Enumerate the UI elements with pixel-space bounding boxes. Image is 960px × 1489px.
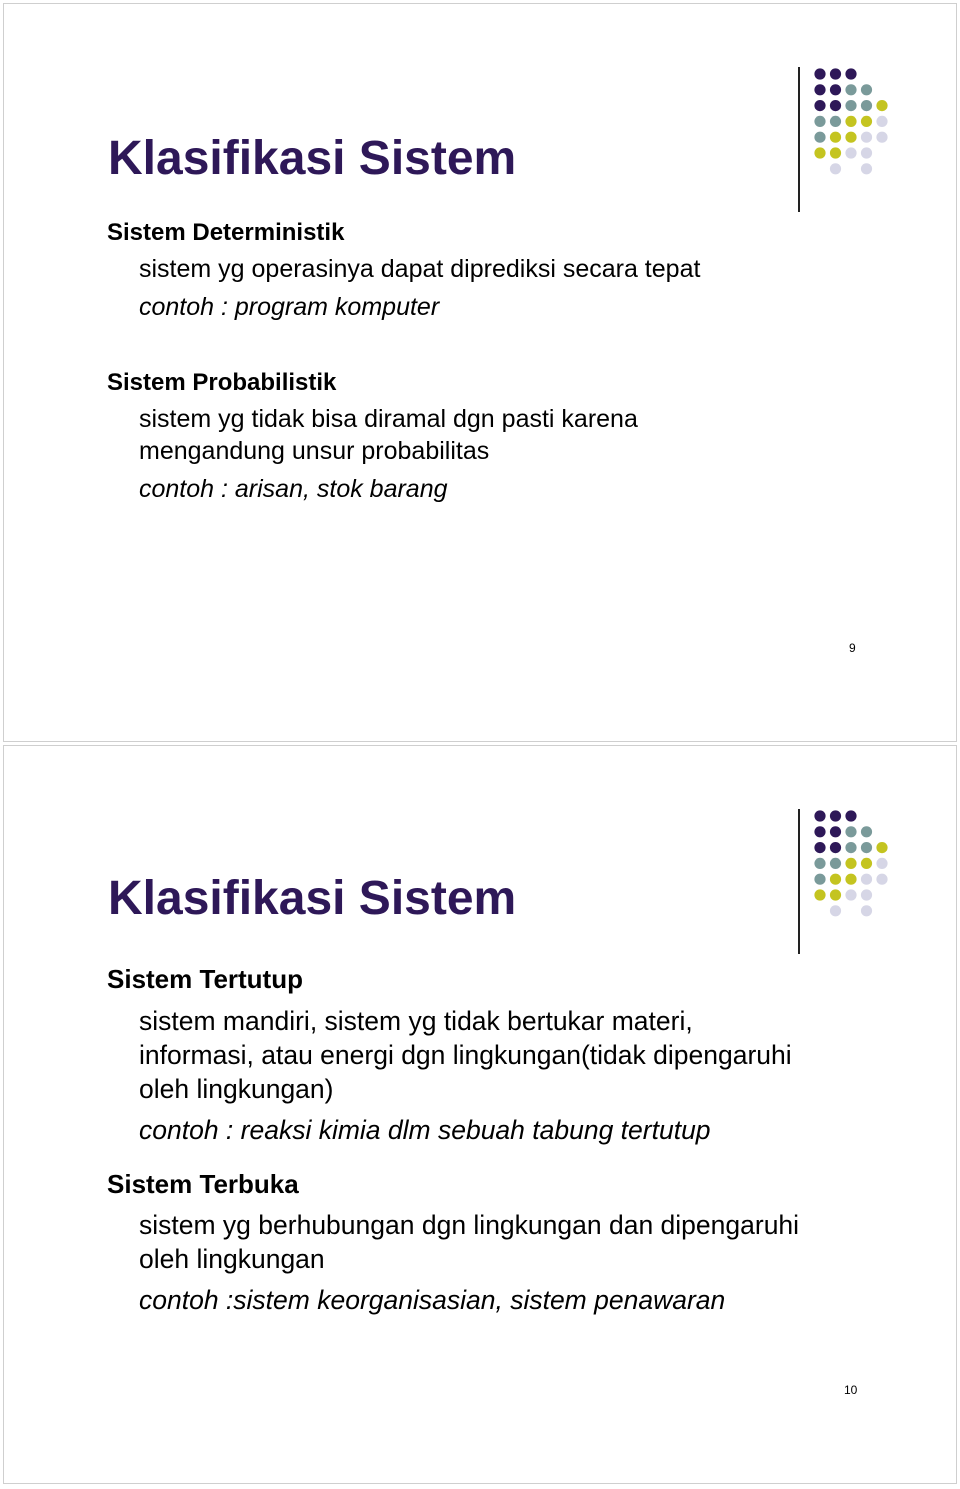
dot	[876, 858, 887, 869]
dot	[830, 905, 841, 916]
section-description-line: informasi, atau energi dgn lingkungan(tidak dipengaruhi	[139, 1040, 792, 1070]
section-example: contoh : program komputer	[139, 293, 440, 321]
dot	[830, 163, 841, 174]
dot	[861, 84, 872, 95]
dot	[830, 858, 841, 869]
dot	[830, 842, 841, 853]
section-heading-deterministik: Sistem Deterministik	[107, 219, 345, 246]
slide-title: Klasifikasi Sistem	[108, 872, 517, 925]
dot	[814, 826, 825, 837]
dot	[830, 116, 841, 127]
slide-title: Klasifikasi Sistem	[108, 132, 517, 185]
page-number: 10	[844, 1383, 858, 1397]
section-heading-probabilistik: Sistem Probabilistik	[107, 369, 337, 396]
dot	[845, 842, 856, 853]
dot	[845, 889, 856, 900]
dot	[845, 147, 856, 158]
dot	[861, 889, 872, 900]
section-description-line: oleh lingkungan)	[139, 1074, 334, 1104]
dot	[814, 874, 825, 885]
dot	[845, 810, 856, 821]
dot	[830, 826, 841, 837]
dot	[845, 858, 856, 869]
section-example: contoh :sistem keorganisasian, sistem penawaran	[139, 1285, 726, 1315]
dot	[814, 842, 825, 853]
dot	[861, 905, 872, 916]
slide-2	[3, 745, 957, 1484]
dot	[845, 826, 856, 837]
dot	[876, 132, 887, 143]
dot	[876, 874, 887, 885]
dot	[830, 874, 841, 885]
dot	[845, 132, 856, 143]
dot	[845, 68, 856, 79]
dot	[861, 858, 872, 869]
dot	[830, 147, 841, 158]
dot	[814, 132, 825, 143]
dot	[861, 100, 872, 111]
dot	[814, 116, 825, 127]
dot-grid-icon	[810, 67, 900, 197]
dot	[814, 84, 825, 95]
section-example: contoh : reaksi kimia dlm sebuah tabung tertutup	[139, 1115, 711, 1145]
dot	[845, 84, 856, 95]
section-description-line: sistem yg berhubungan dgn lingkungan dan dipengaruhi	[139, 1210, 800, 1240]
dot	[845, 100, 856, 111]
dot	[814, 147, 825, 158]
dot-grid-icon	[810, 809, 900, 939]
dot	[830, 810, 841, 821]
dot	[845, 874, 856, 885]
vertical-divider	[798, 809, 800, 954]
page-number: 9	[849, 641, 856, 655]
slide-1	[3, 3, 957, 742]
dot	[830, 84, 841, 95]
dot	[814, 810, 825, 821]
vertical-divider	[798, 67, 800, 212]
dot	[861, 132, 872, 143]
section-description-line: sistem yg operasinya dapat diprediksi secara tepat	[139, 255, 701, 283]
dot	[861, 163, 872, 174]
dot	[861, 147, 872, 158]
dot	[814, 858, 825, 869]
dot	[861, 842, 872, 853]
section-description-line: sistem mandiri, sistem yg tidak bertukar materi,	[139, 1006, 693, 1036]
dot	[876, 100, 887, 111]
dot	[845, 116, 856, 127]
dot	[830, 132, 841, 143]
dot	[861, 116, 872, 127]
dot	[814, 100, 825, 111]
section-description-line: mengandung unsur probabilitas	[139, 437, 490, 465]
section-description-line: oleh lingkungan	[139, 1244, 325, 1274]
dot	[861, 826, 872, 837]
dot	[830, 889, 841, 900]
dot	[814, 68, 825, 79]
section-heading-terbuka: Sistem Terbuka	[107, 1169, 299, 1199]
section-heading-tertutup: Sistem Tertutup	[107, 964, 303, 994]
dot	[814, 889, 825, 900]
dot	[830, 68, 841, 79]
dot	[876, 842, 887, 853]
dot	[830, 100, 841, 111]
dot	[876, 116, 887, 127]
section-description-line: sistem yg tidak bisa diramal dgn pasti karena	[139, 405, 638, 433]
section-example: contoh : arisan, stok barang	[139, 475, 448, 503]
dot	[861, 874, 872, 885]
